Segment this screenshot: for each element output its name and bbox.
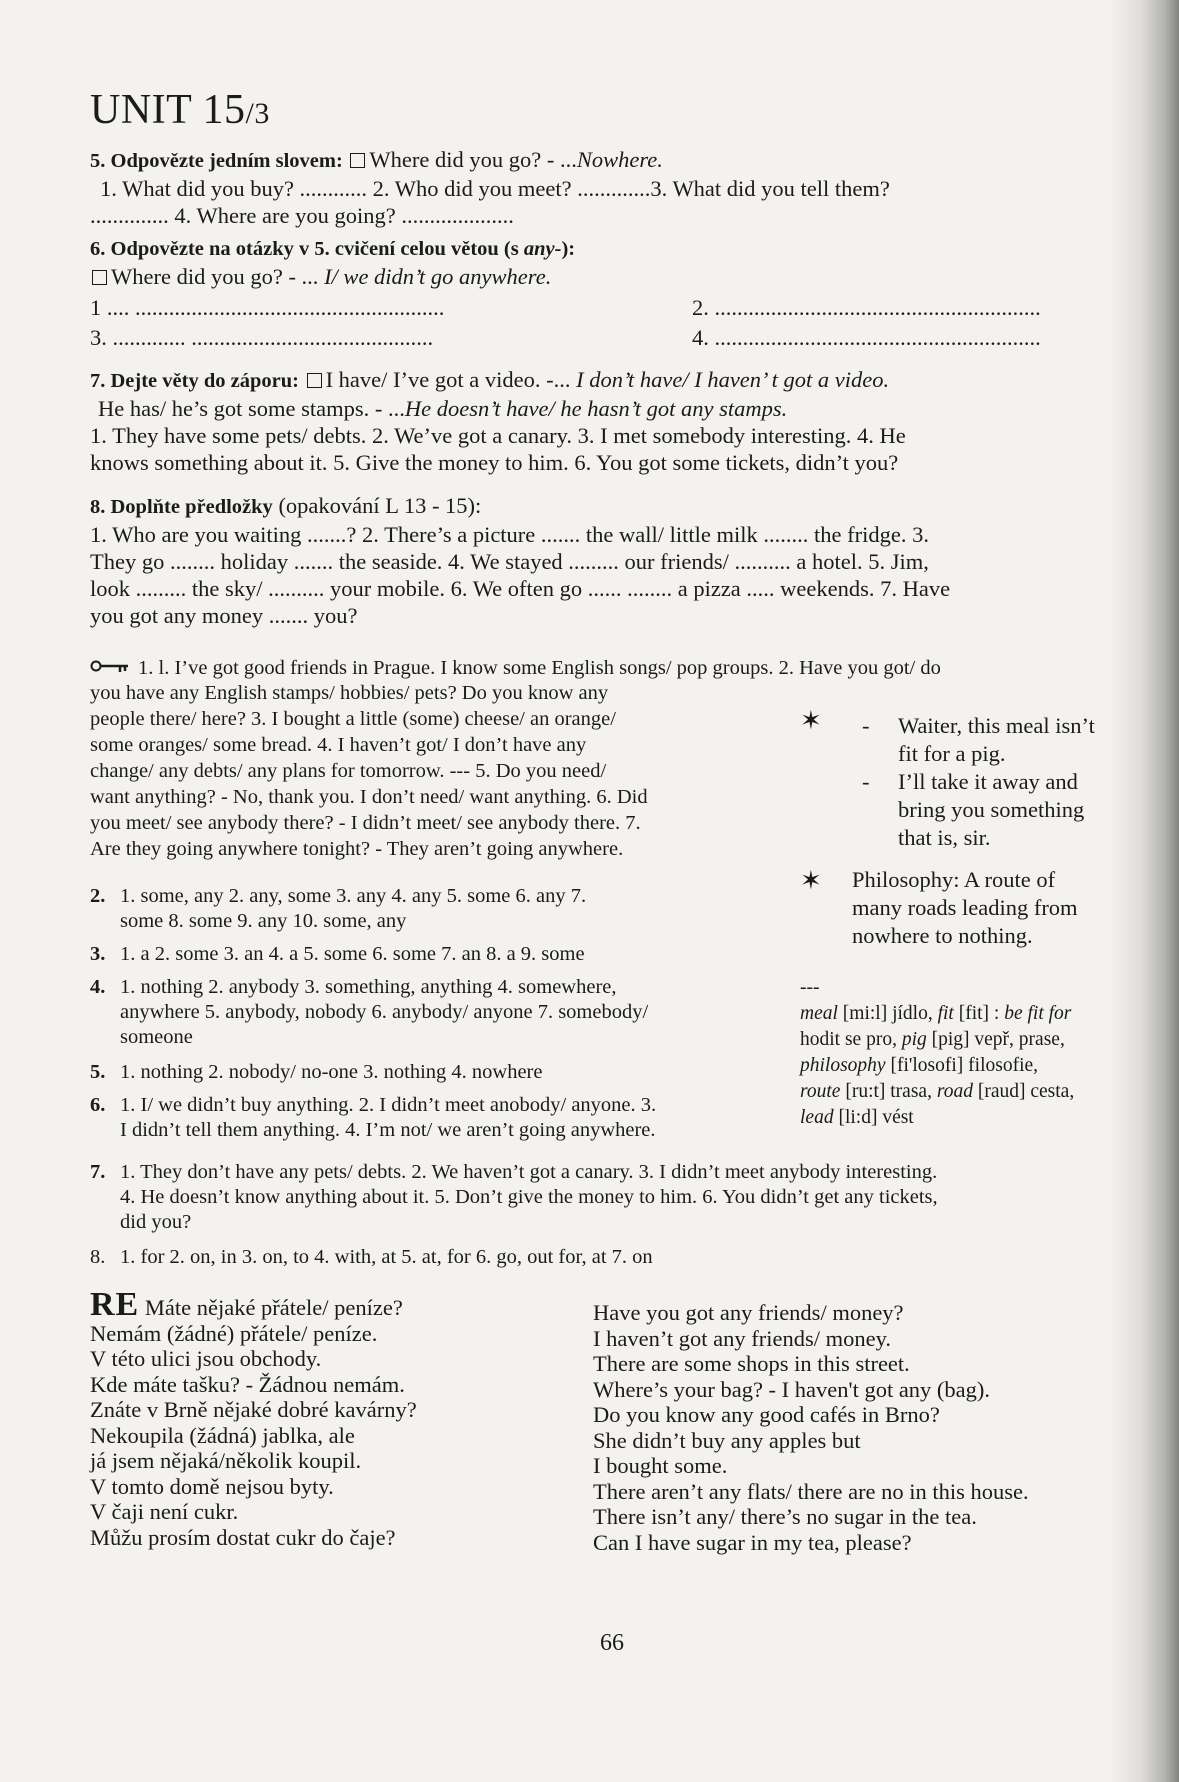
key-line: you have any English stamps/ hobbies/ pets? Do you know any <box>90 682 609 704</box>
answer-number: 6. <box>90 1094 106 1116</box>
exercise-6-heading-any: any- <box>523 238 562 260</box>
re-english-text: She didn’t buy any apples but <box>593 1427 861 1453</box>
answer-number: 7. <box>90 1161 106 1183</box>
gloss-separator: --- <box>800 977 820 998</box>
gloss-word: philosophy <box>800 1055 886 1076</box>
gloss-word: lead <box>800 1107 834 1128</box>
key-line: some oranges/ some bread. 4. I haven’t got/ I don’t have any <box>90 734 587 756</box>
re-czech-text: V čaji není cukr. <box>90 1499 239 1524</box>
answer-line: 1. nothing 2. nobody/ no-one 3. nothing 4. nowhere <box>120 1061 543 1083</box>
gloss-line-2 <box>800 1027 1150 1053</box>
exercise-5 <box>90 146 1145 229</box>
key-line: Are they going anywhere tonight? - They aren’t going anywhere. <box>90 838 624 860</box>
exercise-8-heading-line <box>90 492 1145 521</box>
exercise-7-heading-line <box>90 366 1145 395</box>
vocabulary-gloss <box>800 975 1150 1131</box>
key-icon-svg <box>90 658 130 674</box>
answer-line: 4. He doesn’t know anything about it. 5. Don’t give the money to him. 6. You didn’t get any tickets, <box>120 1186 938 1208</box>
re-tag: RE <box>90 1286 140 1323</box>
checkbox-icon <box>350 153 365 168</box>
re-english-text: There aren’t any flats/ there are no in this house. <box>593 1478 1029 1504</box>
gloss-line-4 <box>800 1079 1150 1105</box>
re-czech-text: Nemám (žádné) přátele/ peníze. <box>90 1320 378 1346</box>
exercise-7-line-1: 1. They have some pets/ debts. 2. We’ve got a canary. 3. I met somebody interesting. 4. He <box>90 423 906 448</box>
re-english-text: Where’s your bag? - I haven't got any (bag). <box>593 1376 991 1402</box>
re-english-text: There are some shops in this street. <box>593 1351 910 1376</box>
re-english-text: I bought some. <box>593 1453 728 1478</box>
exercise-5-example-q: Where did you go? - ... <box>369 147 577 172</box>
re-english-text: I haven’t got any friends/ money. <box>593 1325 892 1351</box>
exercise-6-blank-4: 4. .......................................................... <box>692 325 1041 350</box>
re-czech-text: Znáte v Brně nějaké dobré kavárny? <box>90 1397 417 1422</box>
unit-title-main: UNIT 15 <box>90 87 246 133</box>
gloss-word: road <box>936 1081 973 1102</box>
answer-line: 1. a 2. some 3. an 4. a 5. some 6. some 7. an 8. a 9. some <box>120 943 585 965</box>
philosophy-quote <box>852 866 1152 950</box>
gloss-word: pig <box>901 1029 927 1050</box>
gloss-word: route <box>800 1081 841 1102</box>
star-icon: ✶ <box>800 706 822 735</box>
answer-number: 5. <box>90 1061 106 1083</box>
exercise-6-example-q: Where did you go? - ... <box>111 264 325 289</box>
re-english-column <box>593 1292 1153 1555</box>
answer-line: some 8. some 9. any 10. some, any <box>120 910 407 932</box>
gloss-text: [li:d] vést <box>833 1107 914 1128</box>
gloss-text: [ru:t] trasa, <box>840 1081 937 1102</box>
re-czech-text: V tomto domě nejsou byty. <box>90 1473 334 1499</box>
checkbox-icon <box>92 270 107 285</box>
answer-line: did you? <box>120 1211 192 1233</box>
gloss-word: fit <box>937 1003 954 1024</box>
re-english-text: Do you know any good cafés in Brno? <box>593 1402 940 1427</box>
gloss-word: meal <box>800 1003 838 1024</box>
exercise-7-line-2: knows something about it. 5. Give the money to him. 6. You got some tickets, didn’t you? <box>90 450 899 475</box>
unit-title <box>90 86 270 134</box>
joke-text: I’ll take it away and <box>898 769 1078 794</box>
star-icon: ✶ <box>800 866 822 895</box>
exercise-6 <box>90 234 1145 354</box>
exercise-7-example-1-q: I have/ I’ve got a video. -... <box>325 367 577 392</box>
gloss-line-3 <box>800 1053 1150 1079</box>
philosophy-line: Philosophy: A route of <box>852 867 1056 892</box>
key-line: change/ any debts/ any plans for tomorrow. --- 5. Do you need/ <box>90 760 607 782</box>
exercise-5-heading: 5. Odpovězte jedním slovem: <box>90 150 343 172</box>
exercise-7-example-2-q: He has/ he’s got some stamps. - ... <box>98 396 405 421</box>
key-answer-6 <box>90 1093 780 1143</box>
key-answer-2 <box>90 884 780 934</box>
answer-line: 1. for 2. on, in 3. on, to 4. with, at 5. at, for 6. go, out for, at 7. on <box>120 1246 653 1268</box>
answer-line: 1. nothing 2. anybody 3. something, anything 4. somewhere, <box>120 976 617 998</box>
joke-text: that is, sir. <box>898 825 991 850</box>
gloss-text: hodit se pro, <box>800 1029 902 1050</box>
re-czech-text: Nekoupila (žádná) jablka, ale <box>90 1422 355 1448</box>
exercise-5-heading-line <box>90 146 1145 175</box>
joke-line-2 <box>852 768 1152 852</box>
exercise-8-line-3: look ......... the sky/ .......... your mobile. 6. We often go ...... ........ a pizza ..... weekends. 7. Have <box>90 576 951 601</box>
key-line: people there/ here? 3. I bought a little (some) cheese/ an orange/ <box>90 708 616 730</box>
gloss-line-1 <box>800 1001 1150 1027</box>
gloss-text: [fi'losofi] filosofie, <box>885 1055 1039 1076</box>
joke-text: fit for a pig. <box>898 741 1006 766</box>
exercise-7 <box>90 366 1145 476</box>
exercise-6-heading: 6. Odpovězte na otázky v 5. cvičení celou větou (s <box>90 238 524 260</box>
joke-line-1 <box>852 712 1152 768</box>
exercise-5-line-1: 1. What did you buy? ............ 2. Who did you meet? .............3. What did you tell them? <box>100 176 890 201</box>
page-number: 66 <box>600 1630 624 1656</box>
key-answers-first-line <box>90 654 1150 681</box>
re-czech-text: Můžu prosím dostat cukr do čaje? <box>90 1524 396 1550</box>
answer-number: 4. <box>90 976 106 998</box>
answer-line: someone <box>120 1026 193 1048</box>
answer-line: 1. I/ we didn’t buy anything. 2. I didn’t meet anobody/ anyone. 3. <box>120 1094 657 1116</box>
gloss-text: [mi:l] jídlo, <box>837 1003 938 1024</box>
key-answer-8 <box>90 1245 1150 1270</box>
dash: - <box>862 769 870 794</box>
exercise-6-row-1 <box>90 290 1145 324</box>
answer-line: 1. some, any 2. any, some 3. any 4. any 5. some 6. any 7. <box>120 885 587 907</box>
answer-number: 2. <box>90 885 106 907</box>
exercise-7-example-1-a: I don’t have/ I haven’ t got a video. <box>576 367 890 392</box>
re-czech-text: Máte nějaké přátele/ peníze? <box>144 1295 403 1320</box>
unit-title-sub: /3 <box>245 97 270 130</box>
key-line-1: 1. l. I’ve got good friends in Prague. I know some English songs/ pop groups. 2. Have you got/ do <box>138 657 941 679</box>
exercise-6-example-a: I/ we didn’t go anywhere. <box>324 264 552 289</box>
exercise-6-blank-2: 2. .......................................................... <box>692 295 1041 320</box>
joke-text: bring you something <box>898 797 1085 822</box>
exercise-5-example-a: Nowhere. <box>576 147 663 172</box>
key-answer-7 <box>90 1160 1150 1235</box>
answer-number: 8. <box>90 1246 106 1268</box>
key-answer-5 <box>90 1060 780 1085</box>
philosophy-line: many roads leading from <box>852 895 1078 920</box>
key-answers-column <box>90 680 770 862</box>
dash: - <box>862 713 870 738</box>
re-english-text: Can I have sugar in my tea, please? <box>593 1529 912 1555</box>
re-english-text: Have you got any friends/ money? <box>593 1300 904 1325</box>
answer-line: anywhere 5. anybody, nobody 6. anybody/ anyone 7. somebody/ <box>120 1001 649 1023</box>
philosophy-line: nowhere to nothing. <box>852 923 1033 948</box>
exercise-8 <box>90 492 1145 629</box>
exercise-8-line-2: They go ........ holiday ....... the seaside. 4. We stayed ......... our friends/ .......... a hotel. 5. Jim, <box>90 549 929 574</box>
gloss-word: be fit for <box>1004 1003 1072 1024</box>
exercise-6-blank-1: 1 .... ....................................................... <box>90 295 445 320</box>
exercise-8-line-4: you got any money ....... you? <box>90 603 358 628</box>
gloss-line-5 <box>800 1105 1150 1131</box>
re-czech-text: Kde máte tašku? - Žádnou nemám. <box>90 1371 405 1397</box>
answer-number: 3. <box>90 943 106 965</box>
joke <box>852 712 1152 852</box>
exercise-8-heading-rest: (opakování L 13 - 15): <box>272 493 482 518</box>
answer-line: I didn’t tell them anything. 4. I’m not/ we aren’t going anywhere. <box>120 1119 656 1141</box>
key-line: want anything? - No, thank you. I don’t need/ want anything. 6. Did <box>90 786 648 808</box>
exercise-7-example-2-a: He doesn’t have/ he hasn’t got any stamps. <box>404 396 788 421</box>
exercise-8-heading: 8. Doplňte předložky <box>90 496 273 518</box>
gloss-text: [pig] vepř, prase, <box>926 1029 1065 1050</box>
re-czech-text: V této ulici jsou obchody. <box>90 1346 322 1371</box>
re-czech-line-1 <box>90 1286 590 1323</box>
exercise-6-example <box>90 263 1145 290</box>
checkbox-icon <box>307 373 322 388</box>
exercise-6-row-2 <box>90 324 1145 354</box>
key-line: you meet/ see anybody there? - I didn’t meet/ see anybody there. 7. <box>90 812 641 834</box>
re-czech-column <box>90 1286 590 1550</box>
key-answer-4 <box>90 975 780 1050</box>
re-english-text: There isn’t any/ there’s no sugar in the tea. <box>593 1504 977 1529</box>
exercise-6-blank-3: 3. ............. ........................................... <box>90 325 434 350</box>
exercise-7-heading: 7. Dejte věty do záporu: <box>90 370 299 392</box>
exercise-6-heading-end: ): <box>561 238 576 260</box>
exercise-5-line-2: .............. 4. Where are you going? .................... <box>90 203 514 228</box>
answer-line: 1. They don’t have any pets/ debts. 2. We haven’t got a canary. 3. I didn’t meet anybody interesting. <box>120 1161 938 1183</box>
joke-text: Waiter, this meal isn’t <box>898 713 1095 738</box>
re-czech-text: já jsem nějaká/několik koupil. <box>90 1448 362 1473</box>
key-icon <box>90 654 138 680</box>
exercise-8-line-1: 1. Who are you waiting .......? 2. There’s a picture ....... the wall/ little milk ........ the fridge. 3. <box>90 522 929 547</box>
exercise-7-example-2 <box>90 395 1145 422</box>
gloss-text: [fit] : <box>953 1003 1005 1024</box>
gloss-text: [raud] cesta, <box>972 1081 1075 1102</box>
exercise-6-heading-line <box>90 234 1145 263</box>
key-answer-3 <box>90 942 780 967</box>
